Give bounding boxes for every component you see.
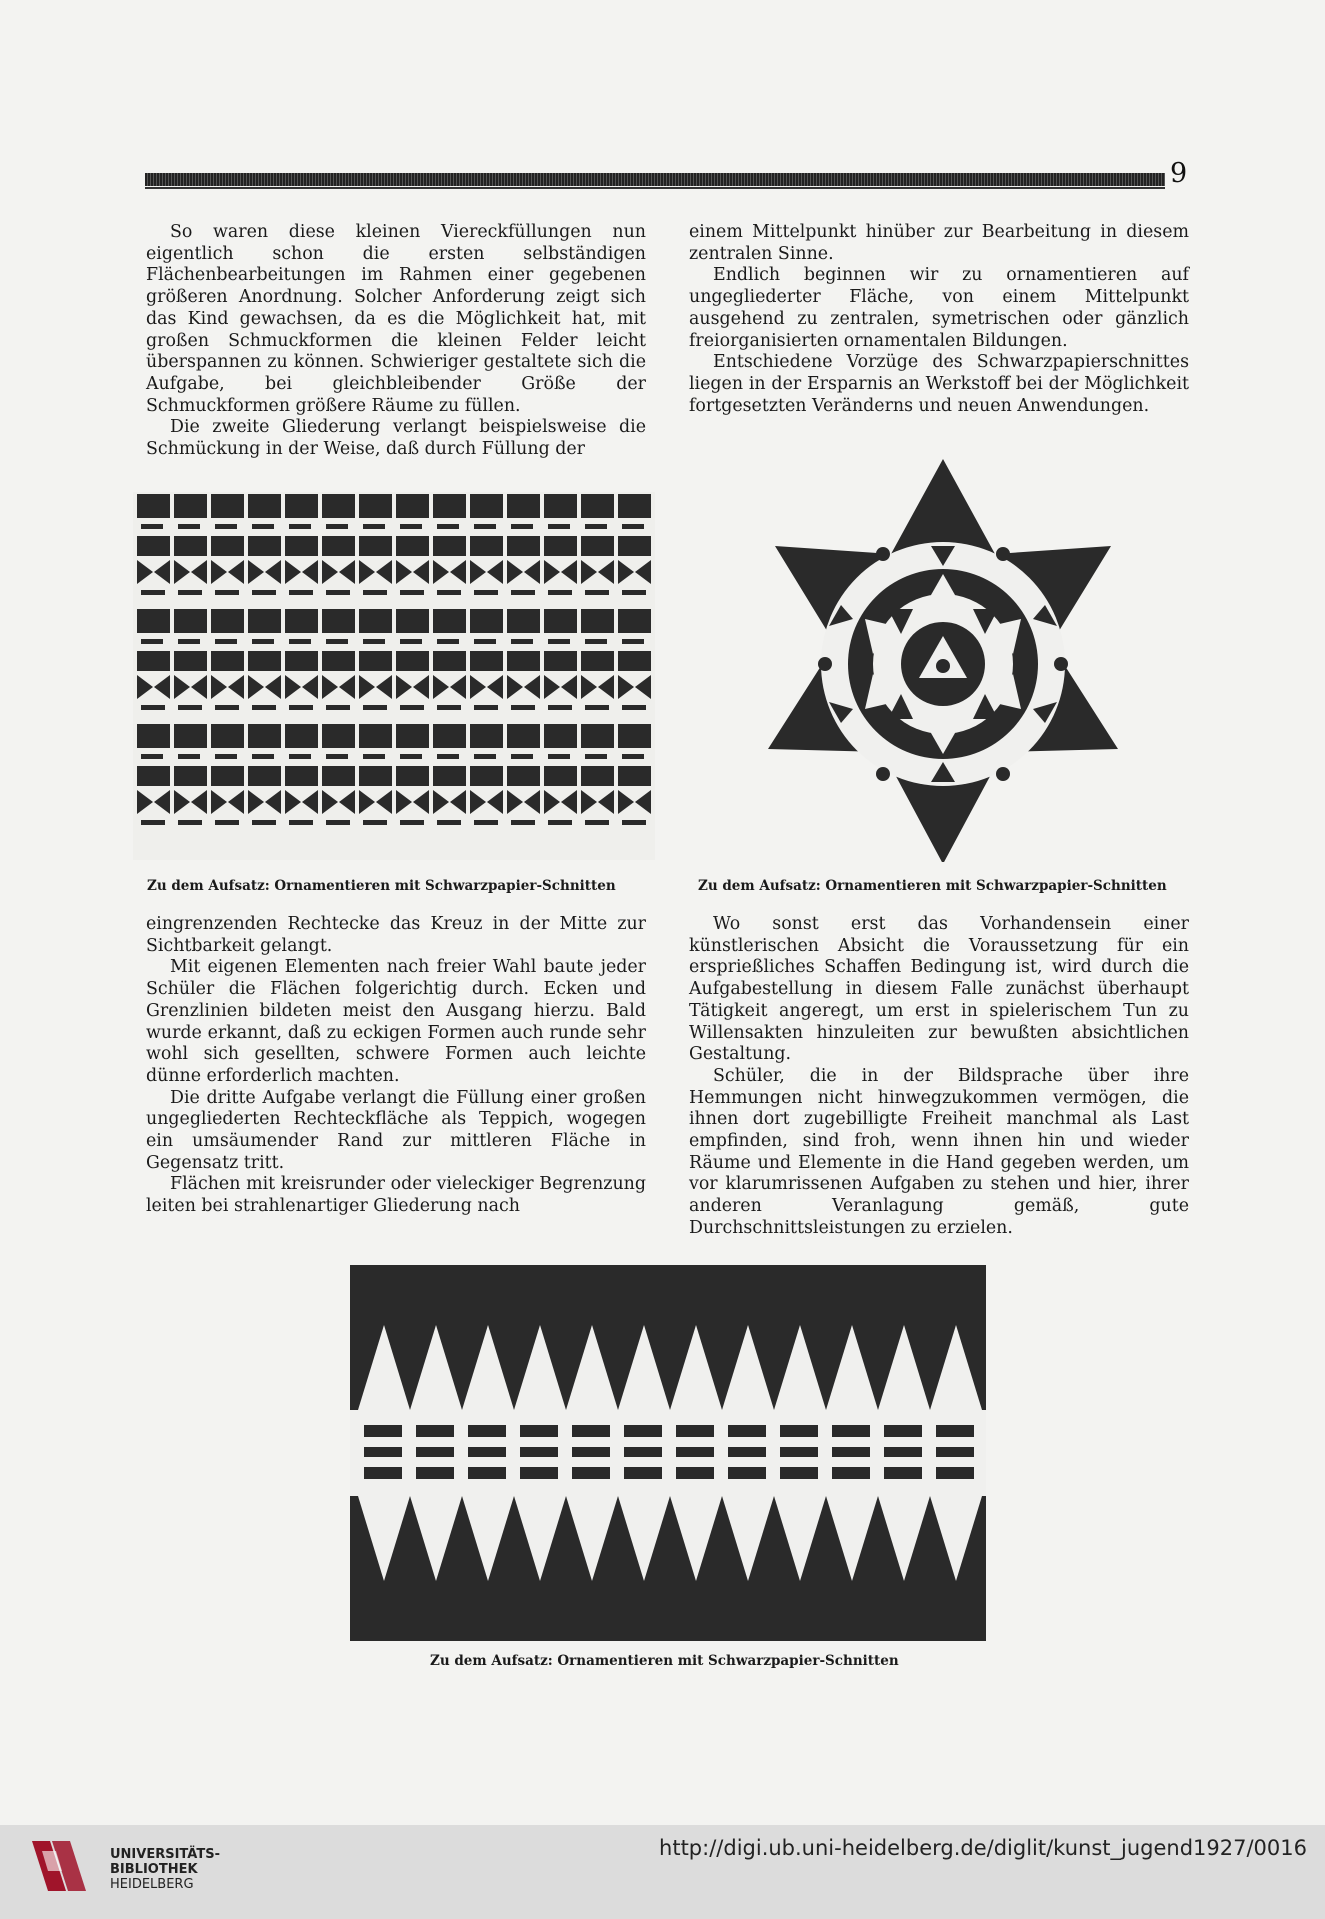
page-number: 9: [1170, 158, 1188, 189]
source-url-link[interactable]: http://digi.ub.uni-heidelberg.de/diglit/kunst_jugend1927/0016: [659, 1836, 1307, 1860]
paragraph: Schüler, die in der Bildsprache über ihre Hemmungen nicht hinwegzukommen vermögen, die ihnen dort zugebilligte Freiheit manchmal als Last empfinden, sind froh, wenn ihnen hin und wieder Räume und Elemente in die Hand gegeben werden, um vor klarumrissenen Aufgaben zu stehen und hier, ihrer anderen Veranlagung gemäß, gute Durchschnittsleistungen zu erzielen.: [689, 1065, 1189, 1238]
paragraph: Endlich beginnen wir zu ornamentieren auf ungegliederter Fläche, von einem Mittelpunkt ausgehend zu zentralen, symetrischen oder gänzlich freiorganisierten ornamentalen Bildungen.: [689, 265, 1189, 351]
paragraph: Die zweite Gliederung verlangt beispielsweise die Schmückung in der Weise, daß durch Füllung der: [146, 417, 646, 460]
paragraph: einem Mittelpunkt hinüber zur Bearbeitung in diesem zentralen Sinne.: [689, 222, 1189, 264]
library-line: UNIVERSITÄTS-: [110, 1847, 220, 1862]
bottom-figure-caption: Zu dem Aufsatz: Ornamentieren mit Schwarzpapier-Schnitten: [430, 1653, 899, 1669]
library-line: HEIDELBERG: [110, 1877, 194, 1892]
paragraph: Wo sonst erst das Vorhandensein einer künstlerischen Absicht die Voraussetzung für ein ersprießliches Schaffen Bedingung ist, wird durch die Aufgabestellung in diesem Falle zunächst überhaupt Tätigkeit angeregt, um erst in spielerischem Tun zu Willensakten hinzuleiten zur bewußten absichtlichen Gestaltung.: [689, 914, 1189, 1065]
paragraph: Flächen mit kreisrunder oder vieleckiger Begrenzung leiten bei strahlenartiger Gliederung nach: [146, 1174, 646, 1217]
library-name: [110, 1847, 220, 1892]
left-column-top: [146, 222, 646, 461]
header-rule-thin: [145, 187, 1165, 189]
star-ornament-illustration: [763, 452, 1123, 862]
left-figure-caption: Zu dem Aufsatz: Ornamentieren mit Schwarzpapier-Schnitten: [147, 878, 616, 894]
paragraph: So waren diese kleinen Viereckfüllungen nun eigentlich schon die ersten selbständigen Flächenbearbeitungen im Rahmen einer gegebenen größeren Anordnung. Solcher Anforderung zeigt sich das Kind gewachsen, da es die Möglichkeit hat, mit großen Schmuckformen die kleinen Felder leicht überspannen zu können. Schwieriger gestaltete sich die Aufgabe, bei gleichbleibender Größe der Schmuckformen größere Räume zu füllen.: [146, 222, 646, 416]
library-logo-icon: [22, 1836, 92, 1896]
right-column-bottom: [689, 914, 1189, 1240]
paragraph: Die dritte Aufgabe verlangt die Füllung einer großen ungegliederten Rechteckfläche als Teppich, wogegen ein umsäumender Rand zur mittleren Fläche in Gegensatz tritt.: [146, 1087, 646, 1173]
zigzag-border-illustration: [350, 1265, 986, 1641]
paragraph: Entschiedene Vorzüge des Schwarzpapierschnittes liegen in der Ersparnis an Werkstoff bei der Möglichkeit fortgesetzten Veränderns und neuen Anwendungen.: [689, 352, 1189, 416]
left-column-bottom: [146, 914, 646, 1218]
paragraph: eingrenzenden Rechtecke das Kreuz in der Mitte zur Sichtbarkeit gelangt.: [146, 914, 646, 956]
right-figure-caption: Zu dem Aufsatz: Ornamentieren mit Schwarzpapier-Schnitten: [698, 878, 1167, 894]
header-rule: [145, 173, 1165, 186]
library-line: BIBLIOTHEK: [110, 1862, 198, 1877]
band-ornament-illustration: [133, 492, 655, 860]
right-column-top: [689, 222, 1189, 417]
paragraph: Mit eigenen Elementen nach freier Wahl baute jeder Schüler die Flächen folgerichtig durch. Ecken und Grenzlinien bildeten meist den Ausgang hierzu. Bald wurde erkannt, daß zu eckigen Formen auch runde sehr wohl sich gesellten, schwere Formen auch leichte dünne erforderlich machten.: [146, 957, 646, 1086]
